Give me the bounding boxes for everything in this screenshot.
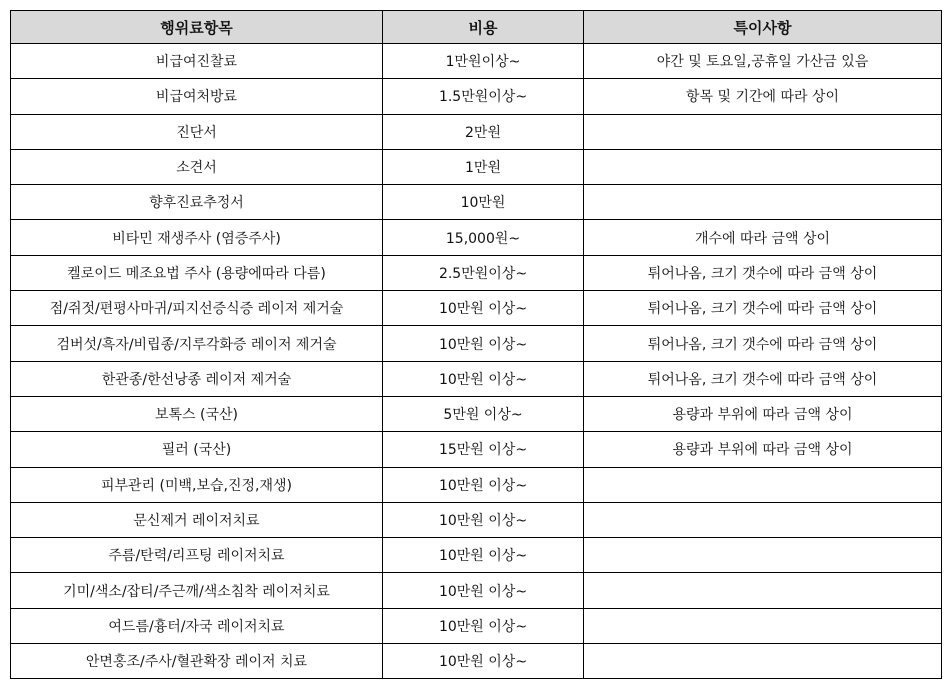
table-row (11, 44, 942, 79)
table-row (11, 608, 942, 643)
cell-item: 비타민 재생주사 (염증주사) (11, 220, 383, 255)
fee-table-container (10, 10, 941, 679)
table-row (11, 467, 942, 502)
cell-note: 튀어나옴, 크기 갯수에 따라 금액 상이 (584, 255, 942, 290)
cell-item: 비급여처방료 (11, 79, 383, 114)
cell-note (584, 467, 942, 502)
cell-cost: 2.5만원이상~ (383, 255, 584, 290)
cell-item: 문신제거 레이저치료 (11, 502, 383, 537)
cell-note: 용량과 부위에 따라 금액 상이 (584, 396, 942, 431)
cell-note: 개수에 따라 금액 상이 (584, 220, 942, 255)
table-row (11, 432, 942, 467)
fee-table (10, 10, 942, 679)
cell-item: 비급여진찰료 (11, 44, 383, 79)
table-row (11, 573, 942, 608)
table-row (11, 644, 942, 679)
cell-cost: 5만원 이상~ (383, 396, 584, 431)
table-row (11, 114, 942, 149)
table-row (11, 149, 942, 184)
cell-cost: 10만원 이상~ (383, 573, 584, 608)
cell-cost: 15만원 이상~ (383, 432, 584, 467)
cell-cost: 10만원 이상~ (383, 291, 584, 326)
table-body (11, 44, 942, 679)
cell-note: 야간 및 토요일,공휴일 가산금 있음 (584, 44, 942, 79)
table-row (11, 502, 942, 537)
cell-item: 피부관리 (미백,보습,진정,재생) (11, 467, 383, 502)
cell-note: 용량과 부위에 따라 금액 상이 (584, 432, 942, 467)
header-item: 행위료항목 (11, 11, 383, 44)
cell-note (584, 149, 942, 184)
cell-note (584, 502, 942, 537)
table-row (11, 220, 942, 255)
table-header (11, 11, 942, 44)
table-row (11, 291, 942, 326)
cell-item: 안면홍조/주사/혈관확장 레이저 치료 (11, 644, 383, 679)
cell-cost: 1만원이상~ (383, 44, 584, 79)
cell-item: 보톡스 (국산) (11, 396, 383, 431)
cell-item: 검버섯/흑자/비립종/지루각화증 레이저 제거술 (11, 326, 383, 361)
cell-note: 튀어나옴, 크기 갯수에 따라 금액 상이 (584, 291, 942, 326)
cell-item: 주름/탄력/리프팅 레이저치료 (11, 538, 383, 573)
cell-item: 필러 (국산) (11, 432, 383, 467)
cell-cost: 1만원 (383, 149, 584, 184)
cell-cost: 15,000원~ (383, 220, 584, 255)
cell-note (584, 538, 942, 573)
cell-item: 기미/색소/잡티/주근깨/색소침착 레이저치료 (11, 573, 383, 608)
table-row (11, 79, 942, 114)
table-row (11, 538, 942, 573)
table-row (11, 396, 942, 431)
cell-note (584, 185, 942, 220)
table-row (11, 255, 942, 290)
cell-item: 켈로이드 메조요법 주사 (용량에따라 다름) (11, 255, 383, 290)
cell-cost: 10만원 이상~ (383, 326, 584, 361)
cell-cost: 10만원 이상~ (383, 608, 584, 643)
cell-item: 소견서 (11, 149, 383, 184)
cell-item: 향후진료추정서 (11, 185, 383, 220)
cell-item: 진단서 (11, 114, 383, 149)
cell-item: 여드름/흉터/자국 레이저치료 (11, 608, 383, 643)
cell-cost: 10만원 이상~ (383, 538, 584, 573)
header-cost: 비용 (383, 11, 584, 44)
cell-note (584, 573, 942, 608)
cell-cost: 1.5만원이상~ (383, 79, 584, 114)
table-row (11, 361, 942, 396)
cell-item: 한관종/한선낭종 레이저 제거술 (11, 361, 383, 396)
cell-note (584, 608, 942, 643)
header-note: 특이사항 (584, 11, 942, 44)
cell-cost: 10만원 이상~ (383, 361, 584, 396)
cell-cost: 10만원 이상~ (383, 467, 584, 502)
table-row (11, 326, 942, 361)
cell-note (584, 644, 942, 679)
cell-item: 점/쥐젓/편평사마귀/피지선증식증 레이저 제거술 (11, 291, 383, 326)
cell-note: 튀어나옴, 크기 갯수에 따라 금액 상이 (584, 361, 942, 396)
cell-note: 항목 및 기간에 따라 상이 (584, 79, 942, 114)
cell-cost: 10만원 (383, 185, 584, 220)
cell-cost: 10만원 이상~ (383, 644, 584, 679)
cell-cost: 10만원 이상~ (383, 502, 584, 537)
cell-cost: 2만원 (383, 114, 584, 149)
cell-note: 튀어나옴, 크기 갯수에 따라 금액 상이 (584, 326, 942, 361)
table-row (11, 185, 942, 220)
header-row (11, 11, 942, 44)
cell-note (584, 114, 942, 149)
